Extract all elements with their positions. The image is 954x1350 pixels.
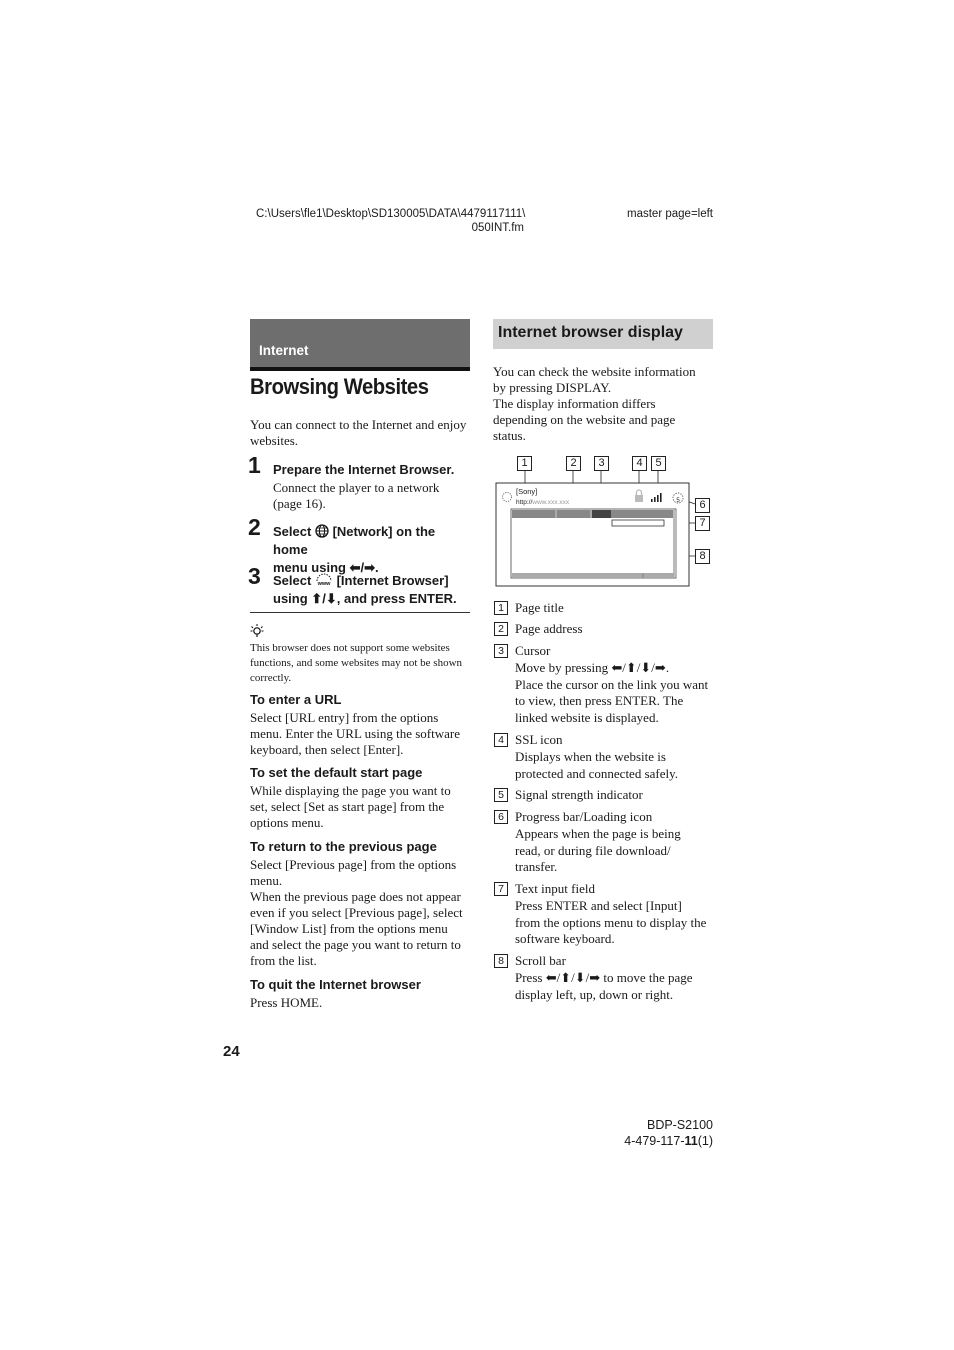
subhead-previous-page: To return to the previous page bbox=[250, 839, 437, 854]
legend-num-7: 7 bbox=[494, 882, 508, 896]
browser-display-heading: Internet browser display bbox=[493, 319, 713, 349]
site-title-text: [Sony] bbox=[516, 487, 538, 496]
arrow-down-icon: ⬇ bbox=[325, 591, 337, 606]
file-path: C:\Users\fle1\Desktop\SD130005\DATA\4479117111\ 050INT.fm bbox=[256, 208, 526, 234]
callout-1: 1 bbox=[517, 456, 532, 471]
subhead-enter-url: To enter a URL bbox=[250, 692, 342, 707]
intro-text: You can connect to the Internet and enjoy websites. bbox=[250, 417, 467, 448]
url-rest-text: www.xxx.xxx bbox=[532, 499, 570, 506]
network-globe-icon bbox=[315, 524, 329, 538]
subhead-quit-browser: To quit the Internet browser bbox=[250, 977, 421, 992]
legend-desc-7: Press ENTER and select [Input] from the options menu to display the software keyboard. bbox=[515, 898, 707, 947]
legend-title-4: SSL icon bbox=[515, 732, 563, 747]
step-number-2: 2 bbox=[248, 514, 261, 540]
legend-num-5: 5 bbox=[494, 788, 508, 802]
internet-browser-icon bbox=[315, 573, 333, 587]
arrow-left-icon: ⬅ bbox=[349, 560, 361, 575]
legend-desc-6: Appears when the page is being read, or during file download/ transfer. bbox=[515, 826, 681, 875]
legend-title-1: Page title bbox=[515, 600, 564, 615]
legend-title-6: Progress bar/Loading icon bbox=[515, 809, 653, 824]
step-body-1: Connect the player to a network (page 16). bbox=[273, 480, 440, 511]
legend-desc-8: Press ⬅/⬆/⬇/➡ to move the page display left, up, down or right. bbox=[515, 970, 693, 1002]
step-title-1: Prepare the Internet Browser. bbox=[273, 462, 455, 477]
legend-num-2: 2 bbox=[494, 622, 508, 636]
arrow-up-icon: ⬆ bbox=[311, 591, 323, 606]
body-start-page: While displaying the page you want to set, select [Set as start page] from the options menu. bbox=[250, 783, 451, 830]
page-title: Browsing Websites bbox=[250, 374, 429, 399]
callout-4: 4 bbox=[632, 456, 647, 471]
callout-6: 6 bbox=[695, 498, 710, 513]
arrow-right-icon: ➡ bbox=[364, 560, 376, 575]
body-previous-page: Select [Previous page] from the options menu. When the previous page does not appear even if you select [Previous page], select [Window List] from the options menu and select the page you want to return to from the list. bbox=[250, 857, 463, 968]
callout-5: 5 bbox=[651, 456, 666, 471]
body-enter-url: Select [URL entry] from the options menu. Enter the URL using the software keyboard, then select [Enter]. bbox=[250, 710, 460, 757]
browser-screen-figure bbox=[490, 452, 720, 592]
step-number-1: 1 bbox=[248, 452, 261, 478]
legend-title-2: Page address bbox=[515, 621, 583, 636]
legend-num-3: 3 bbox=[494, 644, 508, 658]
callout-8: 8 bbox=[695, 549, 710, 564]
legend-num-6: 6 bbox=[494, 810, 508, 824]
legend-num-8: 8 bbox=[494, 954, 508, 968]
divider bbox=[250, 612, 470, 613]
legend-desc-3: Move by pressing ⬅/⬆/⬇/➡. Place the cursor on the link you want to view, then press ENTER. The linked website is displayed. bbox=[515, 660, 709, 726]
legend-desc-4: Displays when the website is protected and connected safely. bbox=[515, 749, 679, 781]
callout-7: 7 bbox=[695, 516, 710, 531]
subhead-start-page: To set the default start page bbox=[250, 765, 423, 780]
legend-num-4: 4 bbox=[494, 733, 508, 747]
master-page-label: master page=left bbox=[627, 208, 713, 220]
section-rule bbox=[250, 367, 470, 371]
svg-text:5: 5 bbox=[676, 498, 680, 504]
callout-2: 2 bbox=[566, 456, 581, 471]
svg-text:http://www.xxx.xxx bbox=[516, 499, 570, 506]
legend-title-5: Signal strength indicator bbox=[515, 787, 643, 802]
browser-display-intro: You can check the website information by pressing DISPLAY. The display information differs depending on the website and page status. bbox=[493, 364, 696, 443]
callout-3: 3 bbox=[594, 456, 609, 471]
model-info: BDP-S2100 4-479-117-11(1) bbox=[624, 1118, 713, 1148]
section-tab: Internet bbox=[250, 319, 470, 369]
legend-title-8: Scroll bar bbox=[515, 953, 566, 968]
svg-text:www: www bbox=[317, 581, 331, 587]
body-quit-browser: Press HOME. bbox=[250, 995, 323, 1010]
legend-num-1: 1 bbox=[494, 601, 508, 615]
legend-title-3: Cursor bbox=[515, 643, 551, 658]
hint-text: This browser does not support some websites functions, and some websites may not be shown correctly. bbox=[250, 642, 463, 684]
step-number-3: 3 bbox=[248, 563, 261, 589]
page-number: 24 bbox=[223, 1043, 240, 1060]
step-title-3: Select www [Internet Browser] using ⬆/⬇, and press ENTER. bbox=[273, 573, 457, 606]
legend-title-7: Text input field bbox=[515, 881, 595, 896]
step-title-2: Select [Network] on the home menu using ⬅/➡. bbox=[273, 524, 436, 575]
url-prefix-text: http:// bbox=[516, 499, 533, 506]
